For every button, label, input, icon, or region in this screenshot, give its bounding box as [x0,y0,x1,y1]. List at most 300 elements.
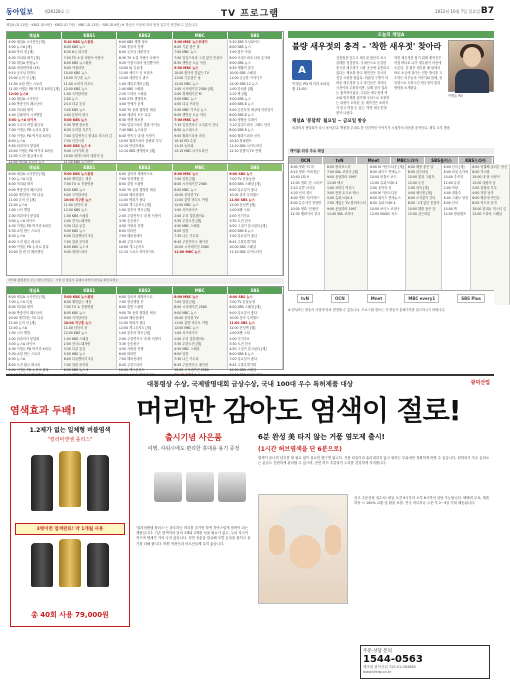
program-listing: 11:00 남북의 창 [63,203,88,208]
program-listing: 11:00 택시 [326,180,344,185]
program-listing: 6:00 기분 좋은 날 [174,45,200,50]
program-listing: 12:00 KBS 뉴스 [63,86,88,91]
program-listing: 6:00 M 카운트다운 [재] [369,165,404,169]
program-listing: 4:00 김광현의 시사병법 [8,112,43,117]
schedule-column [117,39,172,160]
program-listing: 9:00 응답하라 1997 [326,206,357,211]
program-listing: 12:00 MBC 뉴스 [174,326,199,331]
program-listing: 12:00 KBS 뉴스 [63,208,88,213]
program-listing: 2:00 외과의사 봉달희 [8,336,40,341]
program-listing: 10:00 SBS 스페셜 [229,71,256,76]
program-listing: 6:00 MBC 뉴스 [174,172,199,176]
model-hand [269,525,285,555]
program-listing: 12:00 런닝맨 [재] [229,326,256,331]
program-listing: 4:00 착한 남자 [472,191,494,196]
hair-dye-advertisement [6,374,494,685]
program-listing: 6:00 KBS 생생 정보 [118,40,148,44]
program-listing: 10:00 생각하는 TV 다큐 [8,315,44,320]
program-listing: 7:00 MBC 뉴스 [174,118,199,123]
schedule-notice: ※ 편성표는 방송사 사정에 따라 변경될 수 있습니다. 프로그램 정보는 각 방송사 홈페이지를 참고하시기 바랍니다. [288,308,446,312]
program-listing: 10:10 힐링캠프 [229,138,252,143]
masthead [6,6,494,20]
schedule-column [406,164,442,305]
program-listing: 6:00 그래도 당신 [443,196,469,201]
program-listing: 12:00 유령 [443,180,460,185]
program-listing: 3:00 2TV 생생정보 [118,97,147,102]
program-listing: 9:30 생활의 달인 [229,66,254,71]
program-listing: 2:00 주말연속극 내 딸 서영이 [118,336,161,341]
program-listing: 6:30 우리말 겨루기 [63,128,92,133]
program-listing: 1:00 국악한마당 [63,92,88,97]
program-listing: 1:00 강심장 [재] [229,86,254,91]
program-listing: 12:00 SBS 12 뉴스 [229,81,258,86]
program-listing: 1:00 시사 병법 [8,331,31,336]
bottle-icon [59,539,81,587]
feature-title: 불량 새우젓의 충격 – '착한 새우젓' 찾아라 [292,42,442,51]
program-listing: 8:00 아침드라마 다섯 손가락 [229,55,271,60]
program-listing: 7:00 꽃들의 전쟁 [118,45,144,50]
schedule-column [117,294,172,372]
program-listing: 3:30 다큐 공감 [63,224,86,229]
program-listing: 9:00 이영돈 PD 논리로 풀다 [8,244,49,249]
program-listing: 11:00 기분좋은 날 [174,76,201,81]
contact-manufacturer: 제조원 광덕산업 725-01-084865 [363,665,416,669]
program-listing: 4:50 MBC 스페셜 [174,224,200,229]
program-listing: 6:00 신의 [재] [443,165,465,169]
program-listing: 3:00 미녀와 새끼 [8,107,34,112]
bottle-icon [87,543,109,587]
program-listing: 5:00 뉴스A [재] [8,45,32,50]
feature-body-left: 김장철을 앞두고 새우젓 원산지 표시 실태를 점검한다. 국내산으로 둔갑한 중국산 새우젓이 시장 곳곳에 유통되고 있다는 제보를 받고 제작진은 전국의 젓갈 시장을 찾았다. 외관상 구별이 어려운 새우젓을 두고 상인들은 저마다 국산이라 주장하지만, 실제 검사 결과는 충격적이었다. 수입산 새우젓에 색소와 방부제를 첨가해 국산으로 포장하는 과정이 포착된 것. 제작진은 소비자가 믿고 먹을 수 있는 '착한 새우젓'을 찾아 나선다. [336,56,390,115]
program-listing: 11:00 SBS 뉴스 [229,198,255,203]
program-listing: 10:00 해를 품은 달 [407,206,436,211]
program-listing: 10:00 생각하는 TV 다큐 [8,192,44,197]
gift-container-icon [186,472,214,502]
mid-body: 외과의사 봉달희가 다시 돌아온다. 병원을 무대로 한 인간적인 이야기가 시청자의 마음을 움직인다. 평일 오후 방송. [292,126,451,130]
program-listing: 1:00 서프라이즈 [174,208,198,213]
program-listing: 7:00 열린 음악회 [63,362,89,367]
channel-header: tvN [323,157,357,164]
issue-date: 2012년 10월 7일 일요일 [435,9,480,14]
grid-header [7,287,283,294]
program-listing: 12:00 MBC 뉴스 [174,81,199,86]
program-listing: 5:00 순간포착 세상에 이런일이 [229,107,274,112]
channel-header: SBS플러스 [425,157,459,164]
product-name: "컬러비앤엠 플러스" [47,437,93,443]
program-listing: 1:40 KBS 스페셜 [118,86,144,91]
program-listing: 12:00 영화 '본 시리즈' [290,180,323,185]
program-listing: 8:00 각시탈 [472,170,490,175]
program-listing: 4:00 M 카운트다운 [369,191,398,196]
program-listing: 10:00 추적자 [443,175,464,180]
program-listing: 9:00 MBC 뉴스 [174,187,197,192]
program-listing: 11:00 돈의 신 [재] [8,198,36,203]
program-listing: 8:00 KBS 뉴스 9 [63,244,89,249]
schedule-column [228,39,283,160]
program-listing: 6:30 뉴스A [8,357,26,362]
feature-tag: 오늘의 채널A [288,31,494,38]
program-listing: 7:00 TV 동물농장 [229,177,255,182]
ad-right-subtitle: (1시간 허브염색을 단 6분으로) [258,446,342,453]
program-listing: 2:00 마의 [재] [407,185,429,190]
program-listing: 10:40 이영돈 PD 먹거리 X파일 [8,149,53,154]
program-listing: 12:00 런닝맨 [재] [229,203,256,208]
program-listing: 8:00 골든타임 [407,170,429,175]
program-listing: 12:10 KBS 생생정보 [재] [118,149,156,154]
program-listing: 12:50 채널A 오늘의 뉴스 [8,159,45,164]
program-listing: 10:00 비틀즈 코드 [369,175,397,180]
promo-banner: 3병이면 염색완료! 약 1개월 사용 [15,523,125,535]
program-listing: 6:00 일밤 [174,352,189,357]
program-listing: 10:00 힘내요 미스터 김 [472,206,506,211]
program-listing: 8:00 SBS 스페셜 [재] [229,182,261,187]
ad-product-panel [10,422,130,627]
program-listing: 11:00 쇼킹 받는 스토리 [8,81,43,86]
program-listing: 2:00 음악의 신 [369,185,392,190]
program-listing: 8:45 주말드라마 [118,362,143,367]
program-listing: 8:45 주말연속극 메이퀸 [174,239,208,244]
program-listing: 11:10 SBS 나이트라인 [229,250,263,255]
program-listing: 9:20 아침드라마 당신뿐이야 [118,60,159,65]
program-listing: 7:00 일일드라마 별관 아이들 [118,123,160,128]
program-listing: 1:00 해피투게더 [재] [118,81,150,86]
program-listing: 8:00 출발 드림팀 [118,182,144,187]
program-listing: 10:00 월화드라마 울랄라 부부 [118,138,162,143]
program-listing: 8:00 슈퍼스타K 4 [369,201,396,206]
ad-body-right: 염색이 끝나면 샴푸를 할 필요 없이 물로만 헹구면 됩니다. 거품 타입이라 흘러내리지 않고 원하는 부위에만 정확하게 바를 수 있습니다. 흰머리가 자주 올라오는 분들도 간편하게 관리할 수 있으며, 천연 허브 추출물이 두피를 건강하게 지켜줍니다. [258,456,490,466]
grid-footnote: 지상파·종합편성 주요 채널 편성표 · 시청 전 방송사 홈페이지에서 편성을 확인하세요 [6,278,284,284]
issue-number: 제28128호 ⓒ [44,9,70,14]
program-listing: 2:00 야왕 [443,185,458,190]
program-listing: 6:00 MBC 뉴스 [174,295,199,299]
program-listing: 3:00 SBS 뉴스 [229,97,251,102]
contact-url[interactable]: www.lifedy.co.kr [363,670,392,674]
program-listing: 7:00 좋은 아침 [229,50,251,55]
program-listing: 11:10 SBS 나이트라인 [229,144,263,149]
program-listing: 8:00 와이드 연예뉴스 [369,170,401,175]
program-listing: 5:00 뉴스A 라이브 [8,118,37,123]
model-hand [325,525,341,555]
program-listing: 1:00 서프라이즈 [174,331,198,336]
contact-label: 주문·상담 문의 [363,649,392,654]
program-listing: 3:30 승승장구 [118,341,140,346]
ad-contact-box [360,645,490,679]
program-listing: 4:00 다큐 프라임 [174,102,199,107]
bottle-icon [59,451,81,507]
program-listing: 4:50 그것이 알고싶다 [재] [229,224,267,229]
program-listing: 11:00 궁금한 이야기 Y [229,76,262,81]
ad-kicker: 염색효과 두배! [10,406,77,417]
program-listing: 8:00 SBS 스페셜 [재] [229,305,261,310]
program-listing: 10:00 한 번 더 해피엔딩 [8,250,44,255]
program-listing: 7:15 일일연속극 오자룡이 간다 [174,123,219,128]
program-listing: 8:00 SBS 8 뉴스 [229,128,254,133]
feature-photo [448,40,494,92]
program-listing: 7:00 일밤 [재] [174,177,196,182]
program-listing: 4:00 동물의 왕국 [63,112,89,117]
program-listing: 8:00 KBS 뉴스 9 [63,367,89,372]
program-listing: 12:30 뱀파이어 검사 [290,211,321,216]
program-listing: 7:30 나는 가수다 [174,234,199,239]
program-listing: 9:00 아침마당 [63,66,85,71]
program-listing: 10:50 대하드라마 대왕의 꿈 [63,154,104,159]
program-listing: 2:10 다큐 공감 [63,102,86,107]
program-listing: 12:00 뉴스A [8,92,29,97]
program-listing: 8:00 시사매거진 2580 [174,182,207,187]
program-listing: 6:00 SBS 8 뉴스 [229,229,254,234]
model-face [289,535,321,569]
program-listing: 12:00 힐링캠프 [443,211,467,216]
program-listing: 11:00 남북의 창 [63,326,88,331]
program-listing: 6:00 재미있는 세상 [63,177,92,182]
program-listing: 5:10 KBS 뉴스광장 [63,40,94,44]
program-listing: 8:00 KBS 뉴스광장 [63,60,92,65]
mid-headline: 채널A '봉달희' 월요일 ~ 금요일 방송 [292,119,367,124]
program-listing: 3:00 뉴스A 라이브 [8,218,36,223]
program-listing: 1:00 채널A 시사진단 [8,97,39,102]
program-listing: 4:30 이영돈 PD 먹거리 X파일 [8,224,51,229]
program-listing: 11:10 안녕하세요 [118,144,145,149]
grid-header [289,157,493,164]
program-listing: 10:00 VJ 특공대 [118,66,143,71]
program-listing: 1:00 불후의 명곡 [재] [118,331,151,336]
schedule-column [62,171,117,275]
ad-body-mid: '컬러비앤엠 플러스'는 샴푸하듯 머리를 감기만 하면 자연스럽게 염색이 되는 제품입니다. 기존 염색약과 달리 1제와 2제를 섞을 필요가 없고, 두피 자극이 적으며 냄새가 거의 나지 않습니다. 천연 성분을 함유해 모발 손상을 줄이고 윤기를 더해 줍니다. 바쁜 직장인과 어르신들께 특히 좋습니다. [136,526,251,546]
schedule-grid-extra [6,286,284,370]
program-listing: 6:00 채널A 시사진단 [재] [8,295,45,299]
program-listing: 8:00 뉴스데스크 [174,128,198,133]
channel-header: MBC [173,287,228,294]
program-listing: 5:00 MBC 뉴스투데이 [174,40,208,44]
ad-headline: 머리만 감아도 염색이 절로! [136,394,461,427]
program-listing: 9:00 일요일이 좋다 [229,310,257,315]
program-listing: 3:30 도전 천곡 [229,218,251,223]
program-listing: 10:00 내 딸 서영이 [472,175,500,180]
program-listing: 5:00 KBS 뉴스 [63,118,88,123]
program-listing: 7:00 일요일이 좋다 [229,357,257,362]
program-listing: 7:00 MBC 뉴스 [174,50,197,55]
channel-logo: MBC every1 [404,294,439,303]
program-listing: 9:50 외과의사 봉달희 [8,144,40,149]
program-listing: 10:00 지구촌 뉴스 [63,321,92,326]
program-listing: 5:00 MBC 이브닝 뉴스 [174,107,207,112]
program-listing: 1:00 시사 병법 [8,208,31,213]
program-listing: 6:00 롤러코스터 [326,165,351,169]
ad-gift-panel [136,432,251,522]
program-listing: 2:00 인기가요 [229,336,250,341]
channel-header: 채널A [7,164,62,171]
program-listing: 1:00 K팝 스타 [229,331,250,336]
program-listing: 11:00 MBC 뉴스 [174,250,201,255]
program-listing: 8:40 연속극 내 딸 서영이 [118,133,155,138]
program-listing: 9:00 응답하라 1997 [326,175,357,180]
channel-header: KBS2 [117,287,172,294]
channel-info-bar: 채널A (D 11번) · KBS1 (D 9번) · KBS2 (D 7번) · MBC (D 11번) · SBS (D 6번) ※ 방송사 사정에 따라 편성 일부가 변경될 수 있습니다 [6,23,198,27]
schedule-column [173,39,228,160]
program-listing: 8:00 애정만만세 (33) [8,66,40,71]
program-listing: 9:00 월화드라마 신의 [229,133,261,138]
program-listing: 10:00 영화 '인셉션' [290,206,319,211]
program-listing: 2:00 우리 결혼했어요 [174,336,205,341]
program-listing: 5:00 슈퍼스타K 4 [326,196,353,201]
feature-program-time: 이영돈 PD 먹거리 X파일 밤 11:00 [292,82,330,91]
program-listing: 1:00 코미디 빅리그 [326,185,355,190]
program-listing: 9:40 시사기획 창 [63,149,89,154]
program-listing: 6:00 비타민 [118,352,137,357]
program-listing: 11:00 SBS 뉴스 [229,321,255,326]
channel-header: KBS2 [117,164,172,171]
channel-header: KBS1 [62,32,117,39]
program-listing: 12:00 대왕의 꿈 [472,180,496,185]
program-listing: 2:00 전국노래자랑 [63,218,91,223]
photo-caption: 이영돈 PD [448,94,463,98]
channel-logo: OCN [331,294,349,303]
program-listing: 10:00 접속 무비월드 [229,315,259,320]
cable-section-label: 케이블·위성 주요 채널 [288,148,494,154]
program-listing: 10:00 지구촌 뉴스 [63,198,92,203]
channel-header: Mnet [357,157,391,164]
program-listing: 6:00 걸어서 세계속으로 [118,172,153,176]
program-listing: 9:10 굿모닝 한반도 [8,71,37,76]
schedule-column [228,171,283,275]
program-listing: 7:00 재밌는 TV 롤러코스터 [326,201,366,206]
schedule-column [289,164,325,305]
program-listing: 5:30 쇼킹 받는 스토리 [8,352,41,357]
program-listing: 6:00 해를 품은 달 [407,165,434,169]
program-listing: 10:40 CSI 9 [290,175,309,180]
cable-schedule-grid [288,156,508,306]
program-listing: 8:40 뉴스A [8,138,26,143]
program-listing: 6:30 미녀와 새끼 [재] [8,55,40,60]
program-listing: 6:00 SBS 뉴스 [229,295,253,299]
program-listing: 5:00 KBS 뉴스광장 [63,172,94,176]
program-listing: 9:40 대하드라마 [63,250,88,255]
program-listing: 7:00 해피선데이 [118,357,143,362]
schedule-column [173,171,228,275]
program-listing: 6:00 고수의 비법 황금알 [8,123,44,128]
program-listing: 11:00 SNL 코리아 [326,211,354,216]
bottle-icon [87,455,109,511]
program-listing: 2:00 박종진의 쾌도난마 [8,102,43,107]
program-listing: 6:00 일밤 [174,229,189,234]
program-listing: 9:00 박종진의 쾌도난마 [8,187,43,192]
program-listing: 6:00 영화 '다이하드' [290,196,320,201]
program-listing: 11:00 메이드 인 코리아 [118,71,153,76]
schedule-grid-weekend [6,163,284,276]
program-listing: 6:00 SBS 8 뉴스 [229,112,254,117]
program-listing: 5:30 쇼킹 받는 스토리 [8,229,41,234]
program-listing: 8:10 영화 '아마겟돈' [290,170,320,175]
program-listing: 6:30 생방송 투데이 [229,118,257,123]
program-listing: 9:00 국악한마당 [63,192,88,197]
feature-body-right: 착한 새우젓을 찾기 위해 제작진은 직접 바다로 나가 새우잡이 어선에 오른다. 갓 잡은 새우를 배 위에서 바로 소금에 절이는 전통 방식을 고수하는 어부들의 이야기와 함께, 천일염으로 숙성시킨 새우젓의 맛과 영양을 소개한다. [394,56,443,90]
program-listing: 11:00 영화가 좋다 [118,198,146,203]
program-listing: 2:00 울랄라 부부 [472,185,497,190]
program-listing: 8:00 미녀와 새끼 [8,182,34,187]
schedule-column [471,164,510,305]
program-listing: 11:00 돈의 신 [재] [8,321,36,326]
photo-face [463,47,481,67]
program-listing: 7:00 해피선데이 [118,234,143,239]
schedule-column [442,164,471,305]
program-listing: 8:45 주말특별기획 [229,362,256,367]
schedule-column [228,294,283,372]
schedule-column [62,39,117,164]
channel-header: MBC [173,164,228,171]
program-listing: 11:30 이영돈 PD 먹거리 X파일 [재] [8,86,60,91]
program-listing: 4:50 MBC 스페셜 [174,347,200,352]
program-listing: 2:00 외과의사 봉달희 [8,213,40,218]
channel-header: SBS [228,287,283,294]
program-listing: 7:30 인간극장 [63,138,85,143]
channel-header: MBC [173,32,228,39]
program-listing: 10:00 시사매거진 2580 [174,244,209,249]
program-listing: 10:00 신비한 TV [174,192,199,197]
program-listing: 7:00 영상앨범 산 [118,177,144,182]
ad-awards-line: 대통령상 수상, 국제발명대회 금상수상, 국내 100대 우수 특허제품 대상 [146,380,354,388]
gift-title: 출시기념 사은품 [165,433,222,442]
channel-header: KBS1 [62,164,117,171]
schedule-column [173,294,228,372]
program-listing: 12:00 뉴스A [8,203,28,208]
program-listing: 3:00 현장 토크쇼 택시 [326,191,359,196]
program-listing: 7:00 일일연속극 힘내요 미스터 김 [63,133,112,138]
program-listing: 5:00 TV 동화 행복한 세상 [118,107,156,112]
model-photo [258,494,348,604]
program-listing: 1:00 KBS 스페셜 [63,336,89,341]
channel-logo: tvN [297,294,313,303]
page-number: B7 [480,6,494,16]
program-listing: 9:00 이영돈 PD 논리로 풀다 [8,367,49,372]
schedule-column [368,164,406,305]
program-listing: 12:00 KBS 뉴스 [63,331,88,336]
program-listing: 9:30 MBC 뉴스 [174,66,199,71]
program-listing: 8:00 다섯 손가락 [443,170,469,175]
program-listing: 10:00 개그콘서트 [118,244,145,249]
program-listing: 2:00 인기가요 [229,213,250,218]
product-descriptor: 1.2제가 없는 일체형 버블염색 [29,427,111,434]
program-listing: 6:00 다큐멘터리 3일 [63,234,94,239]
program-listing: 7:00 SNL 코리아 [재] [326,170,359,175]
program-listing: 4:50 사랑과 전쟁 [118,347,144,352]
grid-header [7,32,283,39]
program-listing: 8:00 KBS 뉴스 [63,187,86,192]
program-listing: 10:00 SBS 스페셜 [229,367,256,372]
program-listing: 7:00 뉴스A 특집 [8,177,33,182]
bottle-icon [31,543,53,587]
program-listing: 7:10 일일드라마 그래도 당신 [229,123,271,128]
program-listing: 11:10 스포츠 하이라이트 [118,250,155,255]
program-listing: 3:30 승승장구 [118,218,140,223]
program-listing: 8:00 굿모닝 대한민국 [118,50,150,55]
program-listing: 6:00 재미있는 세상 [63,300,92,305]
program-listing: 12:00 개그콘서트 [재] [118,203,152,208]
program-listing: 7:00 TV 쇼 진품명품 [63,182,94,187]
program-listing: 4:30 이영돈 PD 먹거리 X파일 [8,347,51,352]
program-listing: 6:00 KBS 뉴스 [63,45,86,50]
program-listing: 1:00 KBS 스페셜 [63,213,89,218]
program-listing: 10:00 신비한 TV [174,315,199,320]
program-listing: 4:50 사랑과 전쟁 [118,224,144,229]
photo-body [455,69,489,93]
program-listing: 10:00 돈의 신 [재] [8,76,36,81]
program-listing: 7:00 TV 소설 사랑아 사랑아 [63,55,104,60]
program-listing: 5:30 SBS 모닝와이드 [229,40,261,44]
program-listing: 6:00 걸어서 세계속으로 [118,295,153,299]
program-listing: 10:00 보이스 코리아 [369,206,400,211]
program-listing: 1:00 K팝 스타 [229,208,250,213]
program-listing: 10:00 개그콘서트 [118,367,145,372]
